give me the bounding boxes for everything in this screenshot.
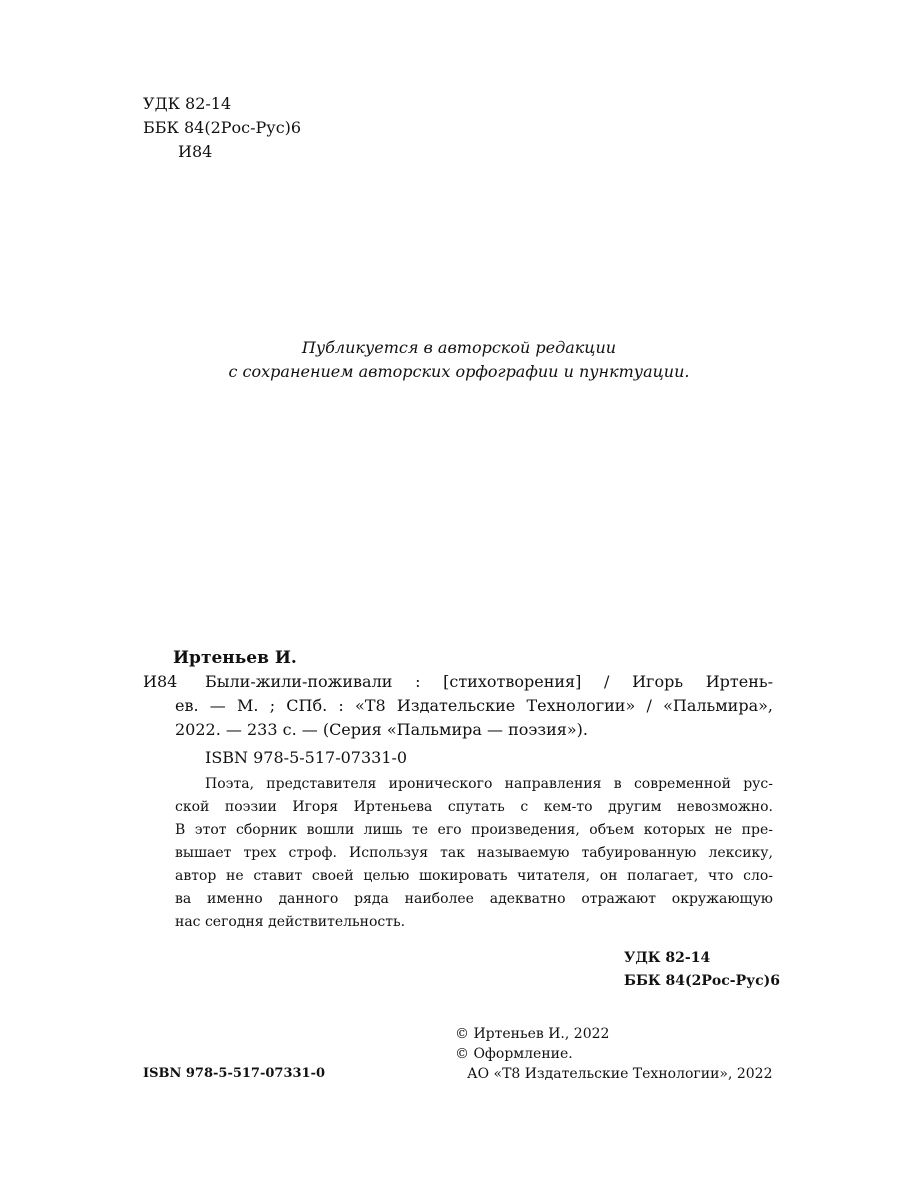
bottom-udk: УДК 82-14: [624, 950, 711, 966]
annotation-line-4: вышает трех строф. Используя так называемую табуированную лексику,: [175, 845, 773, 861]
bottom-bbk: ББК 84(2Рос-Рус)6: [624, 973, 780, 989]
catalog-title-line-2: ев. — М. ; СПб. : «Т8 Издательские Технологии» / «Пальмира»,: [175, 696, 773, 715]
header-author-mark: И84: [178, 142, 213, 161]
header-udk: УДК 82-14: [143, 94, 232, 113]
annotation-line-5: автор не ставит своей целью шокировать читателя, он полагает, что сло-: [175, 868, 773, 884]
catalog-title-line-3: 2022. — 233 с. — (Серия «Пальмира — поэзия»).: [175, 720, 588, 739]
catalog-mark: И84: [143, 672, 178, 691]
annotation-line-3: В этот сборник вошли лишь те его произведения, объем которых не пре-: [175, 822, 773, 838]
footer-isbn: ISBN 978-5-517-07331-0: [143, 1066, 326, 1081]
catalog-title-line-1: Были-жили-поживали : [стихотворения] / Игорь Иртень-: [205, 672, 773, 691]
annotation-line-6: ва именно данного ряда наиболее адекватно отражают окружающую: [175, 891, 773, 907]
catalog-author: Иртеньев И.: [173, 648, 297, 668]
notice-line-1: Публикуется в авторской редакции: [301, 338, 617, 357]
annotation-line-1: Поэта, представителя иронического направления в современной рус-: [205, 776, 773, 792]
notice-line-2: с сохранением авторских орфографии и пунктуации.: [228, 362, 690, 381]
header-bbk: ББК 84(2Рос-Рус)6: [143, 118, 302, 137]
annotation-line-7: нас сегодня действительность.: [175, 914, 406, 930]
annotation-line-2: ской поэзии Игоря Иртеньева спутать с кем-то другим невозможно.: [175, 799, 773, 815]
footer-publisher: АО «Т8 Издательские Технологии», 2022: [467, 1066, 773, 1082]
footer-copyright-author: © Иртеньев И., 2022: [455, 1026, 610, 1042]
footer-copyright-design: © Оформление.: [455, 1046, 573, 1062]
catalog-isbn: ISBN 978-5-517-07331-0: [205, 748, 408, 767]
